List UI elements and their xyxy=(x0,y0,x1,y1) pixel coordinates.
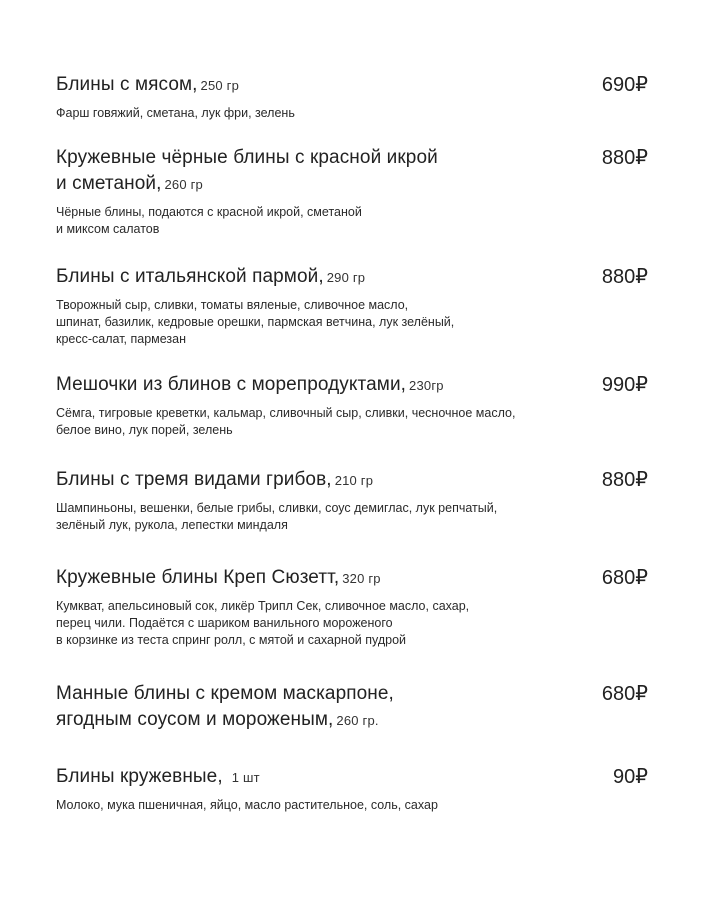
item-price: 90₽ xyxy=(613,766,648,788)
item-description-line: Шампиньоны, вешенки, белые грибы, сливки, соус демиглас, лук репчатый, xyxy=(56,501,498,515)
item-description-line: Молоко, мука пшеничная, яйцо, масло растительное, соль, сахар xyxy=(56,798,438,812)
item-title-line: и сметаной, xyxy=(56,173,162,194)
item-title-line: ягодным соусом и мороженым, xyxy=(56,709,334,730)
item-description-line: белое вино, лук порей, зелень xyxy=(56,423,233,437)
item-title xyxy=(56,565,516,592)
item-description-line: зелёный лук, рукола, лепестки миндаля xyxy=(56,518,288,532)
item-title xyxy=(56,145,516,198)
item-title-line: Кружевные чёрные блины с красной икрой xyxy=(56,147,438,168)
item-description xyxy=(56,297,576,348)
item-title xyxy=(56,681,516,734)
item-title xyxy=(56,264,516,291)
item-description-line: и миксом салатов xyxy=(56,222,160,236)
item-weight: 250 гр xyxy=(200,78,240,93)
item-weight: 320 гр xyxy=(342,571,381,586)
item-description xyxy=(56,797,576,814)
item-description xyxy=(56,598,576,649)
item-description xyxy=(56,500,576,534)
item-title-line: Блины кружевные, xyxy=(56,766,223,787)
item-weight: 260 гр xyxy=(164,177,203,192)
item-title xyxy=(56,372,516,399)
item-weight: 290 гр xyxy=(326,270,366,285)
item-description-line: в корзинке из теста спринг ролл, с мятой и сахарной пудрой xyxy=(56,633,407,647)
item-price: 880₽ xyxy=(601,469,648,491)
item-title-line: Блины с мясом, xyxy=(56,74,198,95)
item-weight: 260 гр. xyxy=(336,713,379,728)
menu-item xyxy=(56,372,656,439)
item-description-line: Кумкват, апельсиновый сок, ликёр Трипл Сек, сливочное масло, сахар, xyxy=(56,599,470,613)
item-price: 880₽ xyxy=(601,147,648,169)
item-weight: 210 гр xyxy=(334,473,374,488)
menu-item xyxy=(56,264,656,348)
item-title-line: Мешочки из блинов с морепродуктами, xyxy=(56,374,407,395)
item-description xyxy=(56,405,576,439)
item-description xyxy=(56,105,576,122)
item-title xyxy=(56,764,516,791)
item-description-line: шпинат, базилик, кедровые орешки, пармская ветчина, лук зелёный, xyxy=(56,315,455,329)
menu-item xyxy=(56,467,656,534)
item-title-line: Манные блины с кремом маскарпоне, xyxy=(56,683,394,704)
item-description-line: Сёмга, тигровые креветки, кальмар, сливочный сыр, сливки, чесночное масло, xyxy=(56,406,516,420)
item-description-line: Творожный сыр, сливки, томаты вяленые, сливочное масло, xyxy=(56,298,409,312)
item-weight: 230гр xyxy=(409,378,444,393)
item-title-line: Блины с итальянской пармой, xyxy=(56,266,324,287)
menu-item xyxy=(56,145,656,238)
item-description xyxy=(56,204,576,238)
item-price: 990₽ xyxy=(601,374,648,396)
item-weight: 1 шт xyxy=(231,770,260,785)
item-price: 880₽ xyxy=(601,266,648,288)
item-title-line: Кружевные блины Креп Сюзетт, xyxy=(56,567,340,588)
item-title xyxy=(56,72,516,99)
menu-item xyxy=(56,681,656,734)
menu-item xyxy=(56,764,656,814)
menu-item xyxy=(56,72,656,122)
item-price: 680₽ xyxy=(601,683,648,705)
item-price: 680₽ xyxy=(601,567,648,589)
item-description-line: кресс-салат, пармезан xyxy=(56,332,187,346)
item-description-line: Чёрные блины, подаются с красной икрой, сметаной xyxy=(56,205,362,219)
item-description-line: Фарш говяжий, сметана, лук фри, зелень xyxy=(56,106,295,120)
menu-item xyxy=(56,565,656,649)
item-price: 690₽ xyxy=(601,74,648,96)
item-title-line: Блины с тремя видами грибов, xyxy=(56,469,332,490)
item-description-line: перец чили. Подаётся с шариком ванильного мороженого xyxy=(56,616,393,630)
item-title xyxy=(56,467,516,494)
